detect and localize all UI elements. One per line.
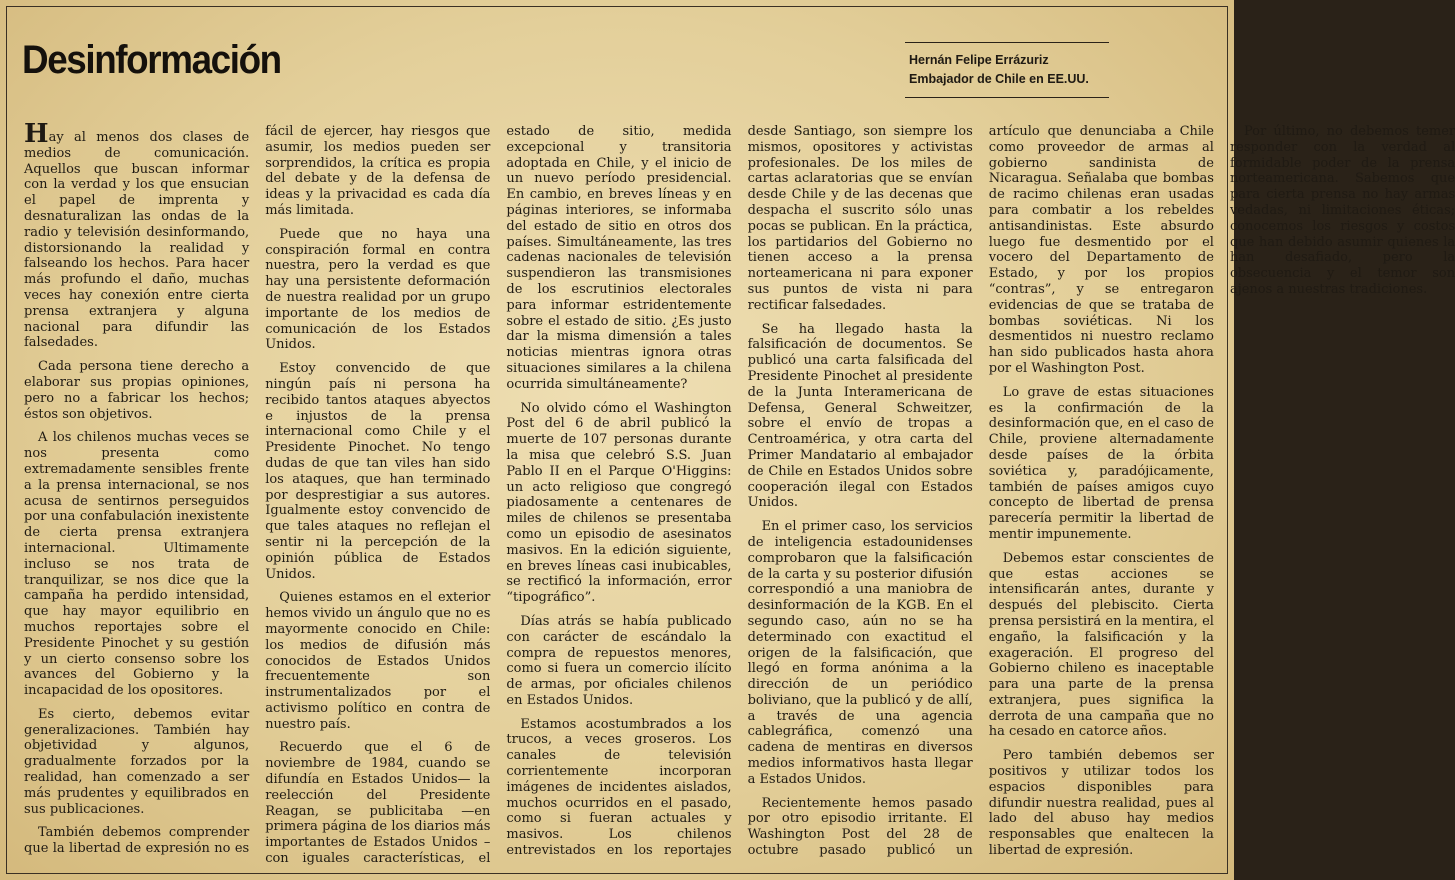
article-paragraph: También debemos comprender que la libertad de expresión no es fácil de ejercer, hay riesgos que asumir, los medios pueden ser sorprendidos, la crítica es propia del debate y de la defensa de ideas y la privacidad es cada día más limitada.	[24, 124, 491, 857]
article-paragraph: Lo grave de estas situaciones es la confirmación de la desinformación que, en el caso de Chile, proviene alternadamente desde países de la órbita soviética y, paradójicamente, también de países amigos cuyo concepto de libertad de prensa parecería permitir la libertad de mentir impunemente.	[988, 384, 1214, 542]
byline-author: Hernán Felipe Errázuriz	[909, 53, 1049, 67]
article-paragraph: No olvido cómo el Washington Post del 6 de abril publicó la muerte de 107 personas durante la misa que celebró S.S. Juan Pablo II en el Parque O'Higgins: un acto religioso que congregó piadosamente a centenares de miles de chilenos se presentaba como un episodio de asesinatos masivos. En la edición siguiente, en breves líneas casi inubicables, se rectificó la información, error “tipográfico”.	[506, 400, 732, 606]
article-paragraph: Por último, no debemos temer responder con la verdad al formidable poder de la prensa norteamericana. Sabemos que para cierta prensa no hay armas vedadas, ni limitaciones éticas; conocemos los riesgos y costos que han debido asumir quienes la han desafiado, pero la obsecuencia y el temor son ajenos a nuestras tradiciones.	[1229, 124, 1455, 297]
article-paragraph	[24, 119, 250, 351]
byline	[905, 42, 1109, 98]
article-paragraph: Puede que no haya una conspiración formal en contra nuestra, pero la verdad es que hay una persistente deformación de nuestra realidad por un grupo importante de los medios de comunicación de los Estados Unidos.	[265, 226, 491, 353]
article-paragraph: Recuerdo que el 6 de noviembre de 1984, cuando se difundía en Estados Unidos— la reelección del Presidente Reagan, se publicitaba —en primera página de los diarios más importantes de Estados Unidos – con iguales características, el estado de sitio, medida excepcional y transitoria adoptada en Chile, y el inicio de un nuevo período presidencial. En cambio, en breves líneas y en páginas interiores, se informaba del estado de sitio en otros dos países. Simultáneamente, las tres cadenas nacionales de televisión suspendieron las transmisiones de los escrutinios electorales para informar estridentemente sobre el estado de sitio. ¿Es justo dar la misma dimensión a tales noticias mientras ignora otras situaciones similares a la chilena ocurrida simultáneamente?	[265, 124, 732, 867]
article-paragraph: Cada persona tiene derecho a elaborar sus propias opiniones, pero no a fabricar los hechos; éstos son objetivos.	[24, 359, 250, 422]
byline-role: Embajador de Chile en EE.UU.	[909, 72, 1089, 86]
article-paragraph: En el primer caso, los servicios de inteligencia estadounidenses comprobaron que la falsificación de la carta y su posterior difusión correspondió a una maniobra de desinformación de la KGB. En el segundo caso, aún no se ha determinado con exactitud el origen de la falsificación, que llegó en forma anónima a la dirección de un periódico boliviano, que la publicó y de allí, a través de una agencia cablegráfica, comenzó una cadena de mentiras en diversos medios informativos hasta llegar a Estados Unidos.	[747, 519, 973, 787]
article-paragraph: Es cierto, debemos evitar generalizaciones. También hay objetividad y algunos, gradualmente forzados por la realidad, han comenzado a ser más prudentes y equilibrados en sus publicaciones.	[24, 706, 250, 817]
drop-cap: H	[24, 119, 49, 149]
article-body	[24, 119, 1455, 872]
article-paragraph: Pero también debemos ser positivos y utilizar todos los espacios disponibles para difundir nuestra realidad, pues al lado del abuso hay medios responsables que enaltecen la libertad de expresión.	[988, 748, 1214, 859]
article-paragraph: Quienes estamos en el exterior hemos vivido un ángulo que no es mayormente conocido en Chile: los medios de difusión más conocidos de Estados Unidos frecuentemente son instrumentalizados por el activismo político en contra de nuestro país.	[265, 590, 491, 732]
article-paragraph: Se ha llegado hasta la falsificación de documentos. Se publicó una carta falsificada del Presidente Pinochet al presidente de la Junta Interamericana de Defensa, General Schweitzer, sobre el envío de tropas a Centroamérica, y otra carta del Primer Mandatario al embajador de Chile en Estados Unidos sobre cooperación ilegal con Estados Unidos.	[747, 321, 973, 511]
headline: Desinformación	[22, 38, 281, 82]
article-paragraph: Debemos estar conscientes de que estas acciones se intensificarán antes, durante y después del plebiscito. Cierta prensa persistirá en la mentira, el engaño, la falsificación y la exageración. El progreso del Gobierno chileno es inaceptable para una parte de la prensa extranjera, pues significa la derrota de una campaña que no ha cesado en catorce años.	[988, 550, 1214, 740]
article-paragraph: Recientemente hemos pasado por otro episodio irritante. El Washington Post del 28 de octubre pasado publicó un artículo que denunciaba a Chile como proveedor de armas al gobierno sandinista de Nicaragua. Señalaba que bombas de racimo chilenas eran usadas para combatir a los rebeldes antisandinistas. Este absurdo luego fue desmentido por el vocero del Departamento de Estado, y por los propios “contras”, y se entregaron evidencias de que se trataba de bombas soviéticas. Ni los desmentidos ni nuestro reclamo han sido publicados hasta ahora por el Washington Post.	[747, 124, 1214, 859]
article-paragraph: Días atrás se había publicado con carácter de escándalo la compra de repuestos menores, como si fuera un comercio ilícito de armas, por oficiales chilenos en Estados Unidos.	[506, 613, 732, 708]
article-paragraph: A los chilenos muchas veces se nos presenta como extremadamente sensibles frente a la prensa internacional, se nos acusa de sentirnos perseguidos por una confabulación inexistente de cierta prensa extranjera internacional. Ultimamente incluso se nos trata de tranquilizar, se nos dice que la campaña ha perdido intensidad, que hay mayor equilibrio en muchos reportajes sobre el Presidente Pinochet y su gestión y un cierto consenso sobre los avances del Gobierno y la incapacidad de los opositores.	[24, 430, 250, 699]
article-paragraph: Estoy convencido de que ningún país ni persona ha recibido tantos ataques abyectos e injustos de la prensa internacional como Chile y el Presidente Pinochet. No tengo dudas de que tan viles han sido los ataques, que han terminado por desprestigiar a sus autores. Igualmente estoy convencido de que tales ataques no reflejan el sentir ni la percepción de la opinión pública de Estados Unidos.	[265, 361, 491, 582]
paragraph-text: ay al menos dos clases de medios de comunicación. Aquellos que buscan informar con la verdad y los que ensucian el papel de imprenta y desnaturalizan las ondas de la radio y televisión desinformando, distorsionando la realidad y falseando los hechos. Para hacer más profundo el daño, muchas veces hay conexión entre cierta prensa extranjera y alguna nacional para difundir las falsedades.	[24, 130, 250, 351]
article-paragraph: Estamos acostumbrados a los trucos, a veces groseros. Los canales de televisión corrientemente incorporan imágenes de incidentes aislados, muchos ocurridos en el pasado, como si fueran actuales y masivos. Los chilenos entrevistados en los reportajes desde Santiago, son siempre los mismos, opositores y activistas profesionales. De los miles de cartas aclaratorias que se envían desde Chile y de las decenas que despacha el suscrito sólo unas pocas se publican. En la práctica, los partidarios del Gobierno no tienen acceso a la prensa norteamericana ni para exponer sus puntos de vista ni para rectificar falsedades.	[506, 124, 973, 859]
